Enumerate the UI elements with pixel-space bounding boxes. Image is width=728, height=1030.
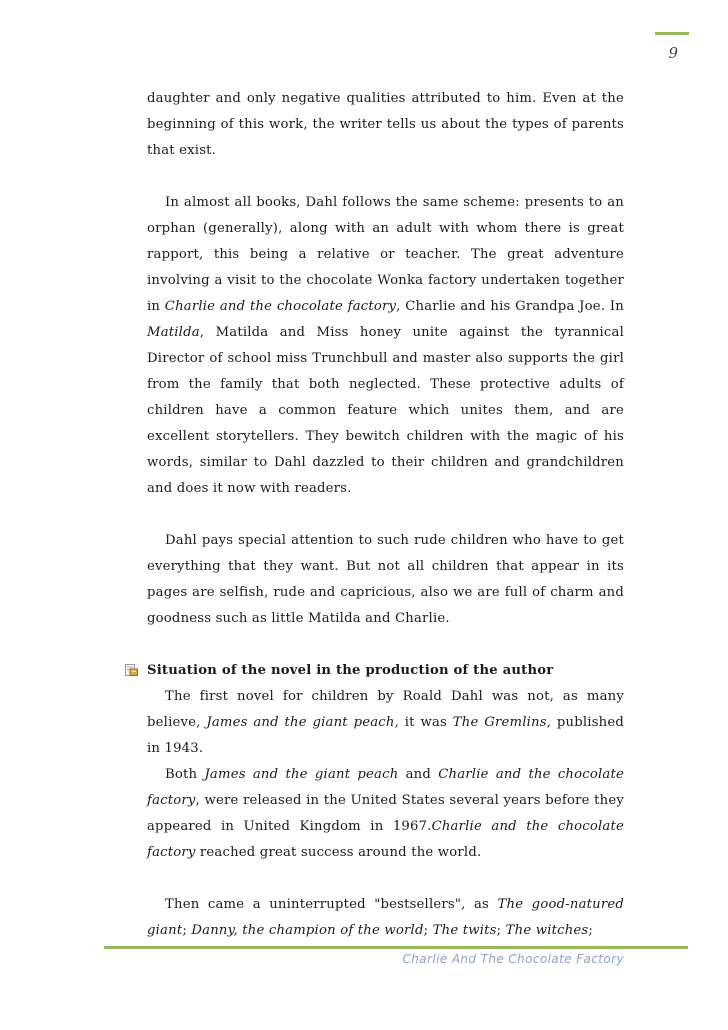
book-title: Charlie and the chocolate factory bbox=[147, 767, 624, 808]
text-run: Both bbox=[165, 767, 205, 782]
paragraph-gap bbox=[147, 632, 624, 658]
footer-rule bbox=[104, 946, 688, 949]
text-run: , Matilda and Miss honey unite against the tyrannical Director of school miss Trunchbull and master also supports the girl from the family that both neglected. These protective adults of children have a common feature which unites them, and are excellent storytellers. They bewitch children with the magic of his words, similar to Dahl dazzled to their children and grandchildren and does it now with readers. bbox=[147, 325, 624, 496]
text-run: , published in 1943. bbox=[147, 715, 624, 756]
paragraph-gap bbox=[147, 502, 624, 528]
paragraph-4 bbox=[147, 684, 624, 762]
text-run: In almost all books, Dahl follows the same scheme: presents to an orphan (generally), along with an adult with whom there is great rapport, this being a relative or teacher. The great adventure involving a visit to the chocolate Wonka factory undertaken together in bbox=[147, 195, 624, 314]
text-run: , it was bbox=[394, 715, 453, 730]
text-run: , were released in the United States several years before they appeared in United Kingdom in 1967. bbox=[147, 793, 624, 834]
book-title: Danny, the champion of the world bbox=[191, 923, 424, 938]
section-heading-row bbox=[147, 658, 624, 684]
text-run: and bbox=[398, 767, 439, 782]
text-run: ; bbox=[423, 923, 433, 938]
text-run: ; bbox=[182, 923, 192, 938]
text-run: The first novel for children by Roald Dahl was not, as many believe, bbox=[147, 689, 624, 730]
document-bullet-icon bbox=[125, 664, 138, 676]
paragraph-2 bbox=[147, 190, 624, 502]
text-run: Then came a uninterrupted "bestsellers", as bbox=[165, 897, 498, 912]
book-title: Charlie and the chocolate factory bbox=[147, 819, 624, 860]
header-rule bbox=[655, 32, 689, 35]
page-body bbox=[147, 86, 624, 944]
book-title: The witches bbox=[505, 923, 589, 938]
text-run: reached great success around the world. bbox=[195, 845, 482, 860]
paragraph-gap bbox=[147, 164, 624, 190]
book-title: The good-natured giant bbox=[147, 897, 625, 938]
paragraph-3: Dahl pays special attention to such rude children who have to get everything that they want. But not all children that appear in its pages are selfish, rude and capricious, also we are full of charm and goodness such as little Matilda and Charlie. bbox=[147, 533, 624, 626]
book-title: Charlie and the chocolate factory bbox=[164, 299, 397, 314]
page-number: 9 bbox=[668, 44, 678, 62]
book-title: The twits bbox=[432, 923, 497, 938]
section-heading: Situation of the novel in the production of the author bbox=[147, 663, 554, 678]
book-title: The Gremlins bbox=[452, 715, 547, 730]
footer-title: Charlie And The Chocolate Factory bbox=[402, 952, 624, 966]
book-title: James and the giant peach bbox=[204, 767, 399, 782]
paragraph-5 bbox=[147, 762, 624, 866]
text-run: , Charlie and his Grandpa Joe. In bbox=[396, 299, 624, 314]
book-title: James and the giant peach bbox=[206, 715, 395, 730]
paragraph-1: daughter and only negative qualities attributed to him. Even at the beginning of this work, the writer tells us about the types of parents that exist. bbox=[147, 91, 624, 158]
text-run: ; bbox=[496, 923, 506, 938]
text-run: ; bbox=[588, 923, 594, 938]
paragraph-gap bbox=[147, 866, 624, 892]
paragraph-6 bbox=[147, 892, 624, 944]
book-title: Matilda bbox=[147, 325, 200, 340]
